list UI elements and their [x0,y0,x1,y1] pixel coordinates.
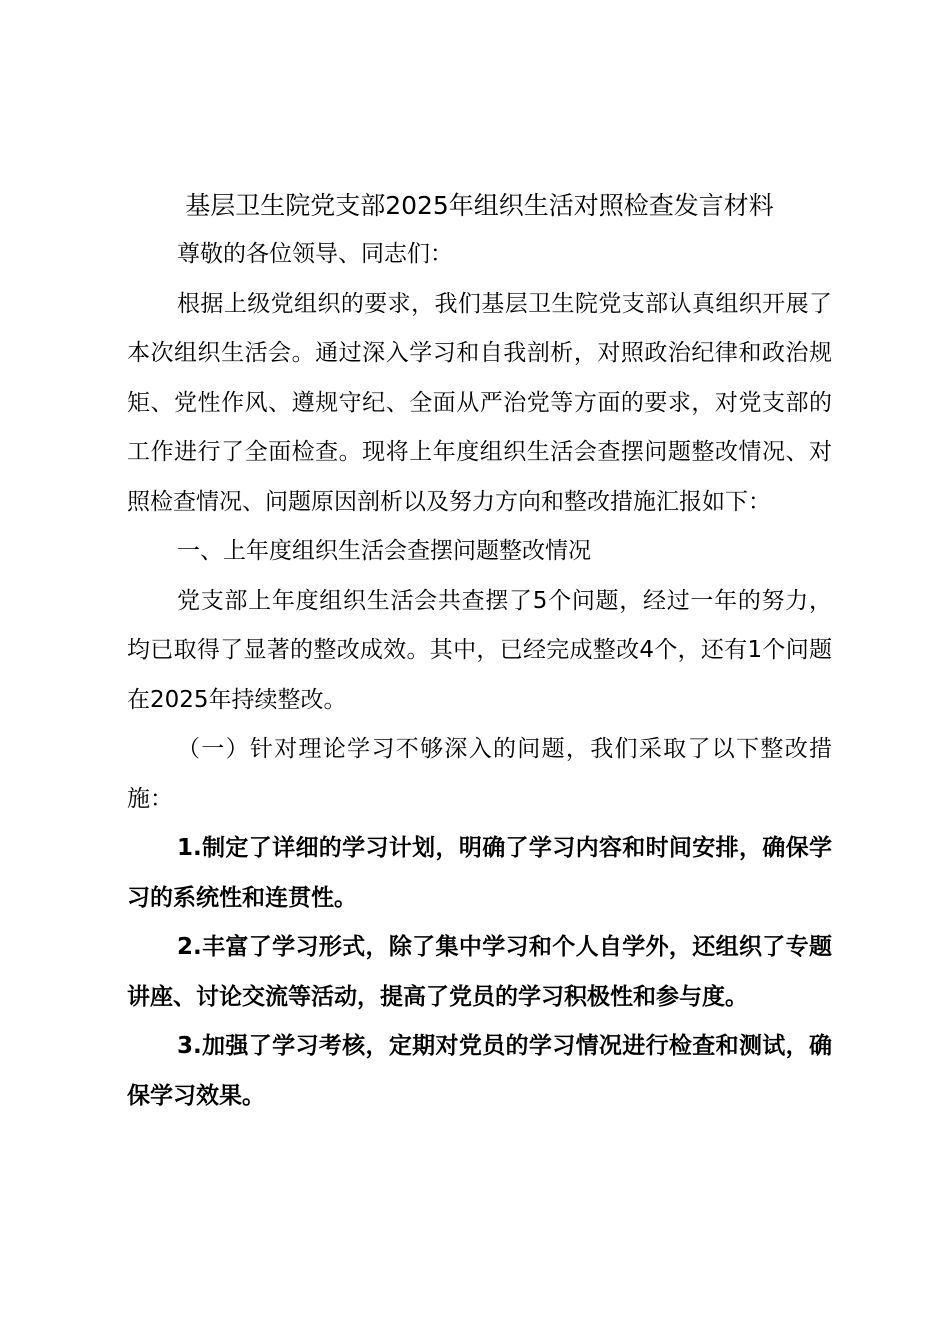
greeting: 尊敬的各位领导、同志们： [177,241,453,267]
section-body: 党支部上年度组织生活会共查摆了5个问题，经过一年的努力，均已取得了显著的整改成效。其中，已经完成整改4个，还有1个问题在2025年持续整改。 [127,587,832,713]
document-body [127,182,832,1121]
measure-item: 1.制定了详细的学习计划，明确了学习内容和时间安排，确保学习的系统性和连贯性。 [127,835,832,911]
measure-item: 3.加强了学习考核，定期对党员的学习情况进行检查和测试，确保学习效果。 [127,1033,832,1109]
section-heading: 一、上年度组织生活会查摆问题整改情况 [177,538,591,564]
document-title: 基层卫生院党支部2025年组织生活对照检查发言材料 [185,191,774,220]
subsection-heading: （一）针对理论学习不够深入的问题，我们采取了以下整改措施： [127,736,832,812]
measure-item: 2.丰富了学习形式，除了集中学习和个人自学外，还组织了专题讲座、讨论交流等活动，提高了党员的学习积极性和参与度。 [127,934,832,1010]
intro-paragraph: 根据上级党组织的要求，我们基层卫生院党支部认真组织开展了本次组织生活会。通过深入学习和自我剖析，对照政治纪律和政治规矩、党性作风、遵规守纪、全面从严治党等方面的要求，对党支部的工作进行了全面检查。现将上年度组织生活会查摆问题整改情况、对照检查情况、问题原因剖析以及努力方向和整改措施汇报如下： [127,290,832,515]
